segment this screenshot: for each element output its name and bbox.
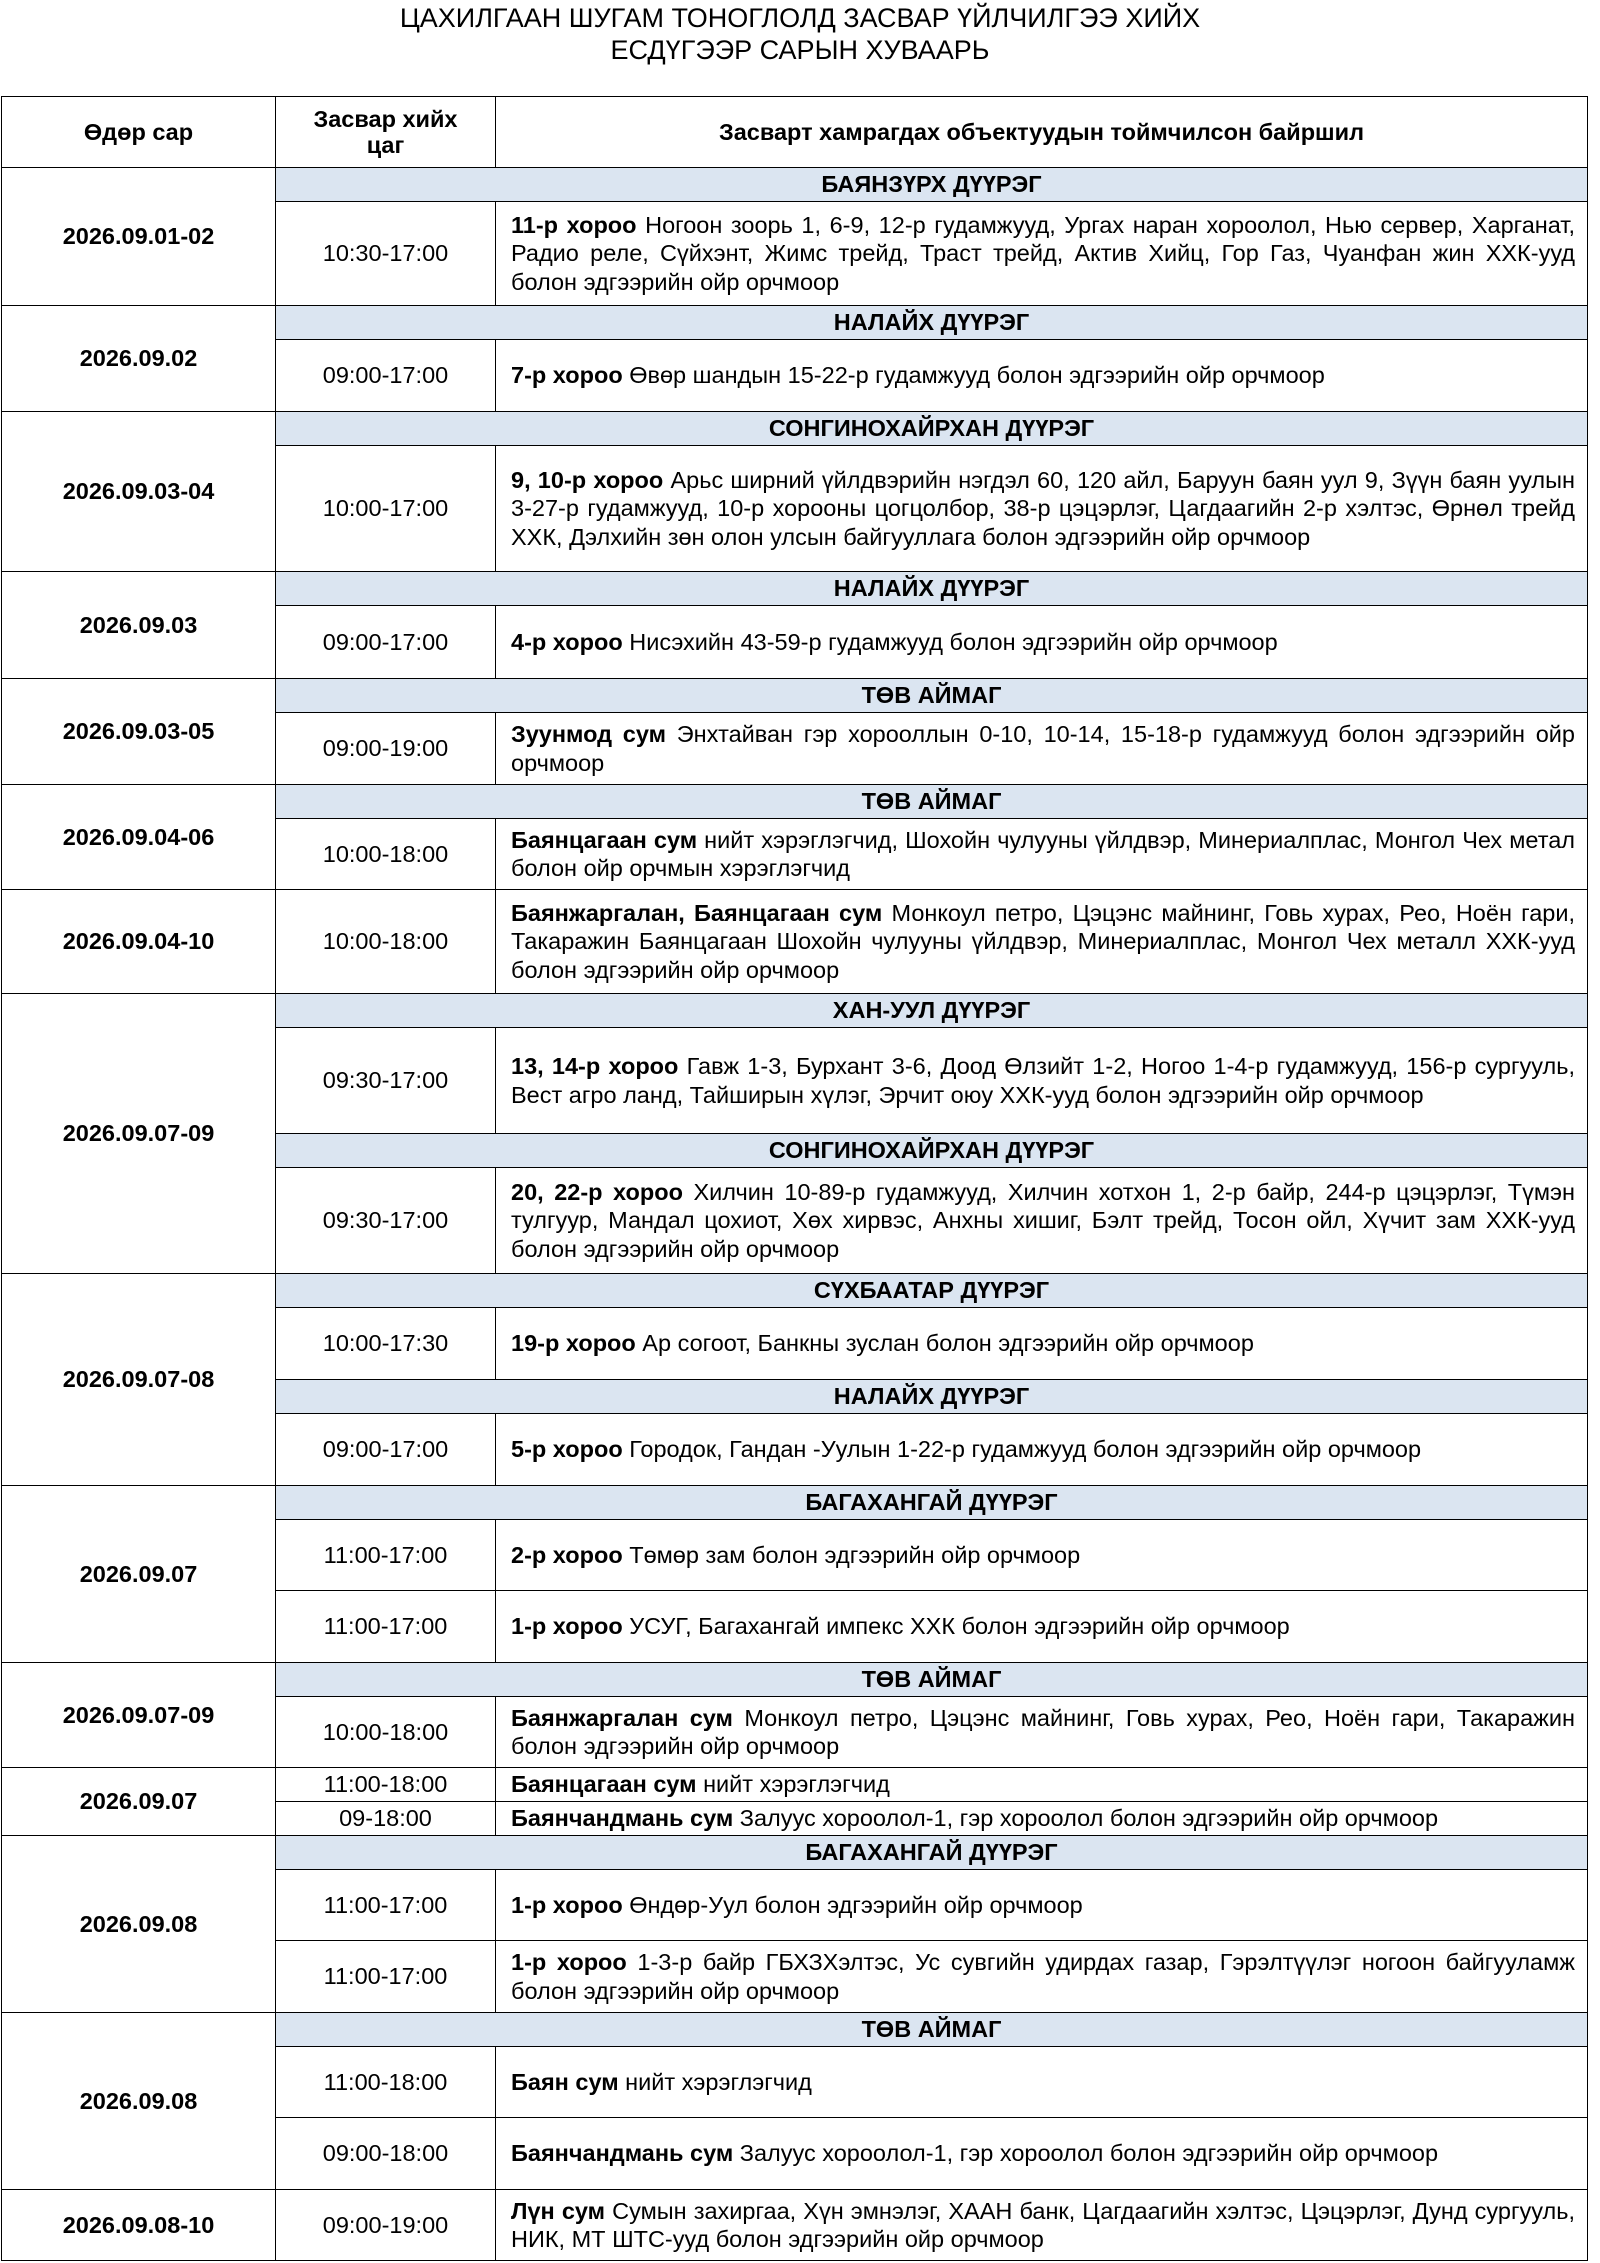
location-details: Хилчин 10-89-р гудамжууд, Хилчин хотхон 1, 2-р байр, 244-р цэцэрлэг, Түмэн тулгуур, Мандал цохиот, Хөх хирвэс, Анхны хишиг, Бэлт трейд, Тосон ойл, Хүчит зам ХХК-ууд болон эдгээрийн ойр орчмоор: [511, 1178, 1575, 1262]
place-name: 2-р хороо: [511, 1541, 623, 1568]
time-cell: 10:00-18:00: [276, 1697, 496, 1768]
table-row: [2, 2190, 1588, 2261]
region-row: [2, 572, 1588, 606]
document-title: [0, 0, 1600, 66]
location-cell: [496, 202, 1588, 306]
location-details: Городок, Гандан -Уулын 1-22-р гудамжууд болон эдгээрийн ойр орчмоор: [622, 1436, 1422, 1463]
location-details: Монкоул петро, Цэцэнс майнинг, Говь хурах, Рео, Ноён гари, Такаражин болон эдгээрийн ойр орчмоор: [511, 1704, 1575, 1759]
location-details: Залуус хороолол-1, гэр хороолол болон эдгээрийн ойр орчмоор: [733, 2140, 1439, 2167]
place-name: 1-р хороо: [511, 1613, 623, 1640]
schedule-body: [2, 168, 1588, 2261]
date-cell: 2026.09.07-09: [2, 1663, 276, 1768]
location-cell: [496, 2047, 1588, 2118]
location-details: Энхтайван гэр хорооллын 0-10, 10-14, 15-18-р гудамжууд болон эдгээрийн ойр орчмоор: [511, 721, 1575, 776]
location-details: Гавж 1-3, Бурхант 3-6, Доод Өлзийт 1-2, Ногоо 1-4-р гудамжууд, 156-р сургууль, Вест агро ланд, Тайширын хүлэг, Эрчит оюу ХХК-ууд болон эдгээрийн ойр орчмоор: [511, 1053, 1575, 1108]
location-cell: [496, 1591, 1588, 1663]
region-header: БАГАХАНГАЙ ДҮҮРЭГ: [276, 1486, 1588, 1520]
table-row: [2, 890, 1588, 994]
table-header-row: [2, 97, 1588, 168]
time-cell: 10:00-17:00: [276, 446, 496, 572]
location-cell: [496, 2118, 1588, 2190]
place-name: 11-р хороо: [511, 211, 637, 238]
date-cell: 2026.09.03: [2, 572, 276, 679]
region-header: НАЛАЙХ ДҮҮРЭГ: [276, 572, 1588, 606]
location-details: УСУГ, Багахангай импекс ХХК болон эдгээрийн ойр орчмоор: [622, 1613, 1290, 1640]
time-cell: 11:00-18:00: [276, 1768, 496, 1802]
title-line-2: ЕСДҮГЭЭР САРЫН ХУВААРЬ: [610, 35, 990, 65]
region-header: БАЯНЗҮРХ ДҮҮРЭГ: [276, 168, 1588, 202]
location-details: Төмөр зам болон эдгээрийн ойр орчмоор: [622, 1541, 1081, 1568]
region-row: [2, 785, 1588, 819]
header-time-label: Засвар хийх цаг: [313, 106, 458, 158]
location-details: Монкоул петро, Цэцэнс майнинг, Говь хурах, Рео, Ноён гари, Такаражин Баянцагаан Шохойн чулууны үйлдвэр, Минериалплас, Монгол Чех металл ХХК-ууд болон эдгээрийн ойр орчмоор: [511, 899, 1575, 983]
header-date: Өдөр сар: [2, 97, 276, 168]
date-cell: 2026.09.07: [2, 1768, 276, 1836]
region-header: СОНГИНОХАЙРХАН ДҮҮРЭГ: [276, 412, 1588, 446]
time-cell: 10:00-17:30: [276, 1308, 496, 1380]
location-cell: [496, 1414, 1588, 1486]
region-row: [2, 168, 1588, 202]
location-cell: [496, 1308, 1588, 1380]
location-details: Арьс ширний үйлдвэрийн нэгдэл 60, 120 айл, Баруун баян уул 9, Зүүн баян уулын 3-27-р гудамжууд, 10-р хорооны цогцолбор, 38-р цэцэрлэг, Цагдаагийн 2-р хэлтэс, Өрнөл трейд ХХК, Дэлхийн зөн олон улсын байгууллага болон эдгээрийн ойр орчмоор: [511, 466, 1575, 550]
region-row: [2, 994, 1588, 1028]
location-cell: [496, 1520, 1588, 1591]
location-cell: [496, 1168, 1588, 1274]
location-details: 1-3-р байр ГБХЗХэлтэс, Ус сувгийн удирдах газар, Гэрэлтүүлэг ногоон байгууламж болон эдгээрийн ойр орчмоор: [511, 1949, 1576, 2004]
location-cell: [496, 1697, 1588, 1768]
location-cell: [496, 2190, 1588, 2261]
location-cell: [496, 446, 1588, 572]
place-name: Лүн сум: [511, 2197, 606, 2224]
place-name: Баянцагаан сум: [511, 826, 698, 853]
place-name: Баянчандмань сум: [511, 2140, 734, 2167]
region-row: [2, 306, 1588, 340]
location-cell: [496, 1870, 1588, 1941]
date-cell: 2026.09.08: [2, 1836, 276, 2013]
date-cell: 2026.09.02: [2, 306, 276, 412]
time-cell: 09-18:00: [276, 1802, 496, 1836]
date-cell: 2026.09.08-10: [2, 2190, 276, 2261]
place-name: 7-р хороо: [511, 362, 623, 389]
time-cell: 09:00-19:00: [276, 713, 496, 785]
location-details: Өвөр шандын 15-22-р гудамжууд болон эдгээрийн ойр орчмоор: [622, 362, 1325, 389]
location-cell: [496, 606, 1588, 679]
region-header: НАЛАЙХ ДҮҮРЭГ: [276, 306, 1588, 340]
table-row: [2, 1768, 1588, 1802]
date-cell: 2026.09.07-09: [2, 994, 276, 1274]
time-cell: 10:00-18:00: [276, 819, 496, 890]
location-cell: [496, 1028, 1588, 1134]
location-cell: [496, 1802, 1588, 1836]
location-cell: [496, 1941, 1588, 2013]
region-header: ТӨВ АЙМАГ: [276, 1663, 1588, 1697]
location-details: Өндөр-Уул болон эдгээрийн ойр орчмоор: [622, 1891, 1083, 1918]
time-cell: 09:00-18:00: [276, 2118, 496, 2190]
location-details: Залуус хороолол-1, гэр хороолол болон эдгээрийн ойр орчмоор: [733, 1805, 1439, 1832]
date-cell: 2026.09.08: [2, 2013, 276, 2190]
place-name: 5-р хороо: [511, 1436, 623, 1463]
location-cell: [496, 890, 1588, 994]
schedule-table: [1, 96, 1588, 2261]
time-cell: 11:00-18:00: [276, 2047, 496, 2118]
region-header: ТӨВ АЙМАГ: [276, 2013, 1588, 2047]
place-name: Баянчандмань сум: [511, 1805, 734, 1832]
region-row: [2, 412, 1588, 446]
region-row: [2, 1486, 1588, 1520]
date-cell: 2026.09.07-08: [2, 1274, 276, 1486]
location-cell: [496, 713, 1588, 785]
date-cell: 2026.09.03-04: [2, 412, 276, 572]
place-name: Баянжаргалан сум: [511, 1704, 733, 1731]
time-cell: 11:00-17:00: [276, 1941, 496, 2013]
time-cell: 10:30-17:00: [276, 202, 496, 306]
place-name: 20, 22-р хороо: [511, 1178, 683, 1205]
location-details: нийт хэрэглэгчид, Шохойн чулууны үйлдвэр, Минериалплас, Монгол Чех метал болон ойр орчмын хэрэглэгчид: [511, 826, 1575, 881]
time-cell: 09:30-17:00: [276, 1028, 496, 1134]
date-cell: 2026.09.01-02: [2, 168, 276, 306]
header-time: [276, 97, 496, 168]
time-cell: 11:00-17:00: [276, 1591, 496, 1663]
place-name: 19-р хороо: [511, 1330, 636, 1357]
region-row: [2, 2013, 1588, 2047]
date-cell: 2026.09.04-10: [2, 890, 276, 994]
region-row: [2, 1663, 1588, 1697]
region-header: НАЛАЙХ ДҮҮРЭГ: [276, 1380, 1588, 1414]
header-location: Засварт хамрагдах объектуудын тоймчилсон байршил: [496, 97, 1588, 168]
time-cell: 10:00-18:00: [276, 890, 496, 994]
location-details: Ар согоот, Банкны зуслан болон эдгээрийн ойр орчмоор: [635, 1330, 1254, 1357]
place-name: Баянцагаан сум: [511, 1771, 697, 1798]
time-cell: 09:00-17:00: [276, 340, 496, 412]
region-header: СОНГИНОХАЙРХАН ДҮҮРЭГ: [276, 1134, 1588, 1168]
region-row: [2, 1274, 1588, 1308]
time-cell: 11:00-17:00: [276, 1520, 496, 1591]
place-name: 4-р хороо: [511, 628, 623, 655]
date-cell: 2026.09.04-06: [2, 785, 276, 890]
date-cell: 2026.09.03-05: [2, 679, 276, 785]
region-header: ТӨВ АЙМАГ: [276, 785, 1588, 819]
location-details: Сумын захиргаа, Хүн эмнэлэг, ХААН банк, Цагдаагийн хэлтэс, Цэцэрлэг, Дунд сургууль, НИК, МТ ШТС-ууд болон эдгээрийн ойр орчмоор: [511, 2197, 1575, 2252]
location-details: нийт хэрэглэгчид: [696, 1771, 890, 1798]
place-name: Зуунмод сум: [511, 721, 667, 747]
location-details: Ногоон зоорь 1, 6-9, 12-р гудамжууд, Ургах наран хороолол, Нью сервер, Харганат, Радио реле, Сүйхэнт, Жимс трейд, Траст трейд, Актив Хийц, Гор Газ, Чуанфан жин ХХК-ууд болон эдгээрийн ойр орчмоор: [511, 211, 1575, 295]
time-cell: 09:00-17:00: [276, 606, 496, 679]
title-line-1: ЦАХИЛГААН ШУГАМ ТОНОГЛОЛД ЗАСВАР ҮЙЛЧИЛГЭЭ ХИЙХ: [399, 3, 1201, 33]
time-cell: 09:00-19:00: [276, 2190, 496, 2261]
time-cell: 11:00-17:00: [276, 1870, 496, 1941]
place-name: Баян сум: [511, 2068, 619, 2095]
place-name: 13, 14-р хороо: [511, 1053, 679, 1079]
place-name: Баянжаргалан, Баянцагаан сум: [511, 899, 883, 926]
location-cell: [496, 819, 1588, 890]
region-header: БАГАХАНГАЙ ДҮҮРЭГ: [276, 1836, 1588, 1870]
place-name: 1-р хороо: [511, 1949, 627, 1975]
time-cell: 09:00-17:00: [276, 1414, 496, 1486]
place-name: 9, 10-р хороо: [511, 466, 664, 493]
place-name: 1-р хороо: [511, 1891, 623, 1918]
location-details: нийт хэрэглэгчид: [618, 2068, 812, 2095]
region-header: ХАН-УУЛ ДҮҮРЭГ: [276, 994, 1588, 1028]
date-cell: 2026.09.07: [2, 1486, 276, 1663]
time-cell: 09:30-17:00: [276, 1168, 496, 1274]
region-row: [2, 1836, 1588, 1870]
region-header: СҮХБААТАР ДҮҮРЭГ: [276, 1274, 1588, 1308]
region-row: [2, 679, 1588, 713]
location-cell: [496, 1768, 1588, 1802]
region-header: ТӨВ АЙМАГ: [276, 679, 1588, 713]
location-cell: [496, 340, 1588, 412]
location-details: Нисэхийн 43-59-р гудамжууд болон эдгээрийн ойр орчмоор: [622, 628, 1278, 655]
